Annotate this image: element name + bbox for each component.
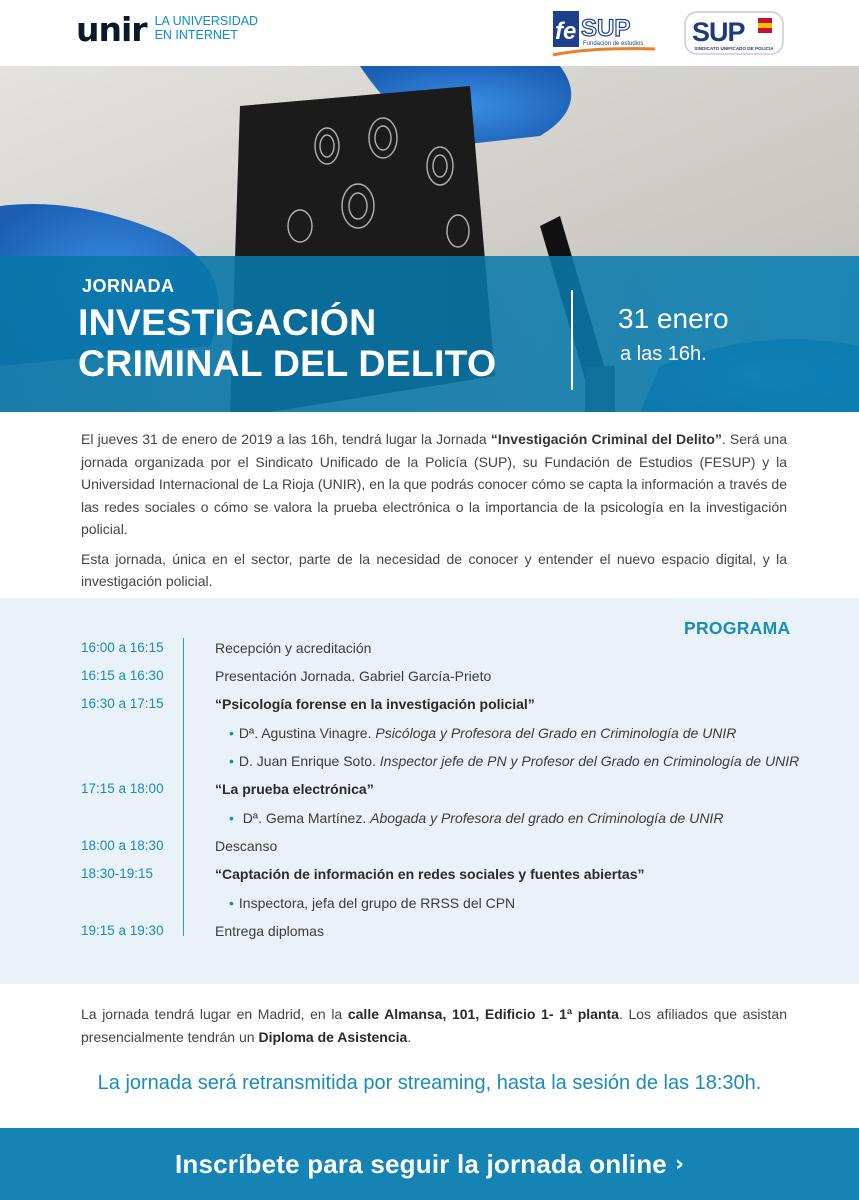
unir-logo[interactable]	[76, 10, 259, 49]
unir-tagline	[155, 14, 259, 42]
speaker-role: Psicóloga y Profesora del Grado en Criminología de UNIR	[375, 725, 737, 741]
unir-wordmark: unir	[76, 10, 147, 49]
speaker-name: Inspectora, jefa del grupo de RRSS del CPN	[238, 895, 516, 911]
intro-paragraph-2: Esta jornada, única en el sector, parte de la necesidad de conocer y entender el nuevo espacio digital, y la investigación policial.	[81, 550, 787, 589]
bullet-icon: •	[229, 810, 234, 826]
program-time: 18:30-19:15	[81, 866, 154, 881]
program-section	[0, 598, 859, 984]
speaker-name: Dª. Agustina Vinagre.	[238, 725, 372, 741]
intro-p1-start: El jueves 31 de enero de 2019 a las 16h, tendrá lugar la Jornada	[81, 431, 491, 447]
program-time: 19:15 a 19:30	[81, 923, 164, 938]
intro-p1-bold: “Investigación Criminal del Delito”	[490, 431, 722, 447]
speaker-line	[229, 751, 799, 771]
fesup-logo-sub: Fundación de estudios	[583, 41, 644, 47]
diploma-label: Diploma de Asistencia	[258, 1029, 408, 1045]
event-address: calle Almansa, 101, Edificio 1- 1ª planta	[347, 1006, 619, 1022]
program-desc: Descanso	[215, 838, 278, 854]
program-time: 16:30 a 17:15	[81, 696, 164, 711]
program-row	[0, 779, 859, 807]
program-row	[0, 666, 859, 694]
streaming-notice: La jornada será retransmitida por streaming, hasta la sesión de las 18:30h.	[97, 1072, 762, 1094]
program-desc: “Psicología forense en la investigación policial”	[215, 696, 535, 712]
chevron-right-icon: ›	[674, 1151, 685, 1177]
speaker-role: Inspector jefe de PN y Profesor del Grado en Criminología de UNIR	[379, 753, 800, 769]
register-online-button[interactable]	[0, 1128, 859, 1200]
svg-text:SINDICATO UNIFICADO DE POLICIA: SINDICATO UNIFICADO DE POLICIA	[694, 46, 774, 51]
program-time: 16:15 a 16:30	[81, 668, 164, 683]
program-row	[0, 638, 859, 666]
bullet-icon: •	[229, 725, 234, 741]
speaker-name: D. Juan Enrique Soto.	[238, 753, 376, 769]
location-text	[81, 1003, 787, 1049]
bullet-icon: •	[229, 753, 234, 769]
program-row	[0, 694, 859, 722]
unir-tagline-line2: EN INTERNET	[154, 28, 238, 42]
location-text-end: .	[407, 1029, 412, 1045]
program-row	[0, 836, 859, 864]
bullet-icon: •	[229, 895, 234, 911]
program-desc: “Captación de información en redes sociales y fuentes abiertas”	[215, 866, 645, 882]
program-time: 18:00 a 18:30	[81, 838, 164, 853]
header	[0, 0, 859, 66]
program-row	[0, 921, 859, 949]
intro-p1-end: . Será una jornada organizada por el Sindicato Unificado de la Policía (SUP), su Fundación de Estudios (FESUP) y la Universidad Internacional de La Rioja (UNIR), en la que podrás conocer cómo se capta la información a través de las redes sociales o cómo se valora la prueba electrónica o la importancia de la psicología en la investigación policial.	[81, 431, 787, 537]
program-time: 17:15 a 18:00	[81, 781, 164, 796]
svg-text:fe: fe	[555, 18, 577, 45]
event-title-line2: CRIMINAL DEL DELITO	[78, 342, 497, 384]
program-speaker	[0, 751, 859, 779]
program-desc: Entrega diplomas	[215, 923, 324, 939]
event-eyebrow: JORNADA	[82, 276, 175, 296]
speaker-role: Abogada y Profesora del grado en Criminología de UNIR	[370, 810, 724, 826]
speaker-line	[229, 893, 515, 913]
intro-text	[81, 428, 787, 600]
program-title: PROGRAMA	[684, 618, 791, 638]
program-row	[0, 864, 859, 892]
svg-text:SUP: SUP	[692, 17, 745, 47]
sup-logo[interactable]	[684, 11, 784, 55]
program-time: 16:00 a 16:15	[81, 640, 164, 655]
register-online-label: Inscríbete para seguir la jornada online	[174, 1148, 667, 1179]
event-title-line1: INVESTIGACIÓN	[78, 301, 377, 343]
unir-tagline-line1: LA UNIVERSIDAD	[154, 14, 259, 28]
program-speaker	[0, 723, 859, 751]
program-speaker	[0, 893, 859, 921]
event-date: 31 enero	[618, 303, 729, 334]
speaker-line	[229, 808, 723, 828]
hero-divider	[571, 290, 573, 390]
program-desc: Recepción y acreditación	[215, 640, 372, 656]
event-time: a las 16h.	[620, 343, 707, 365]
speaker-name: Dª. Gema Martínez.	[238, 810, 367, 826]
program-desc: “La prueba electrónica”	[215, 781, 374, 797]
program-speaker	[0, 808, 859, 836]
fesup-logo[interactable]	[551, 9, 659, 59]
location-text-mid: . Los afiliados que asistan presencialmente tendrán un	[81, 1006, 788, 1045]
program-desc: Presentación Jornada. Gabriel García-Prieto	[215, 668, 492, 684]
event-title	[78, 302, 558, 384]
speaker-line	[229, 723, 736, 743]
intro-paragraph-1	[81, 428, 787, 541]
location-text-start: La jornada tendrá lugar en Madrid, en la	[81, 1006, 348, 1022]
svg-text:SUP: SUP	[581, 15, 631, 42]
